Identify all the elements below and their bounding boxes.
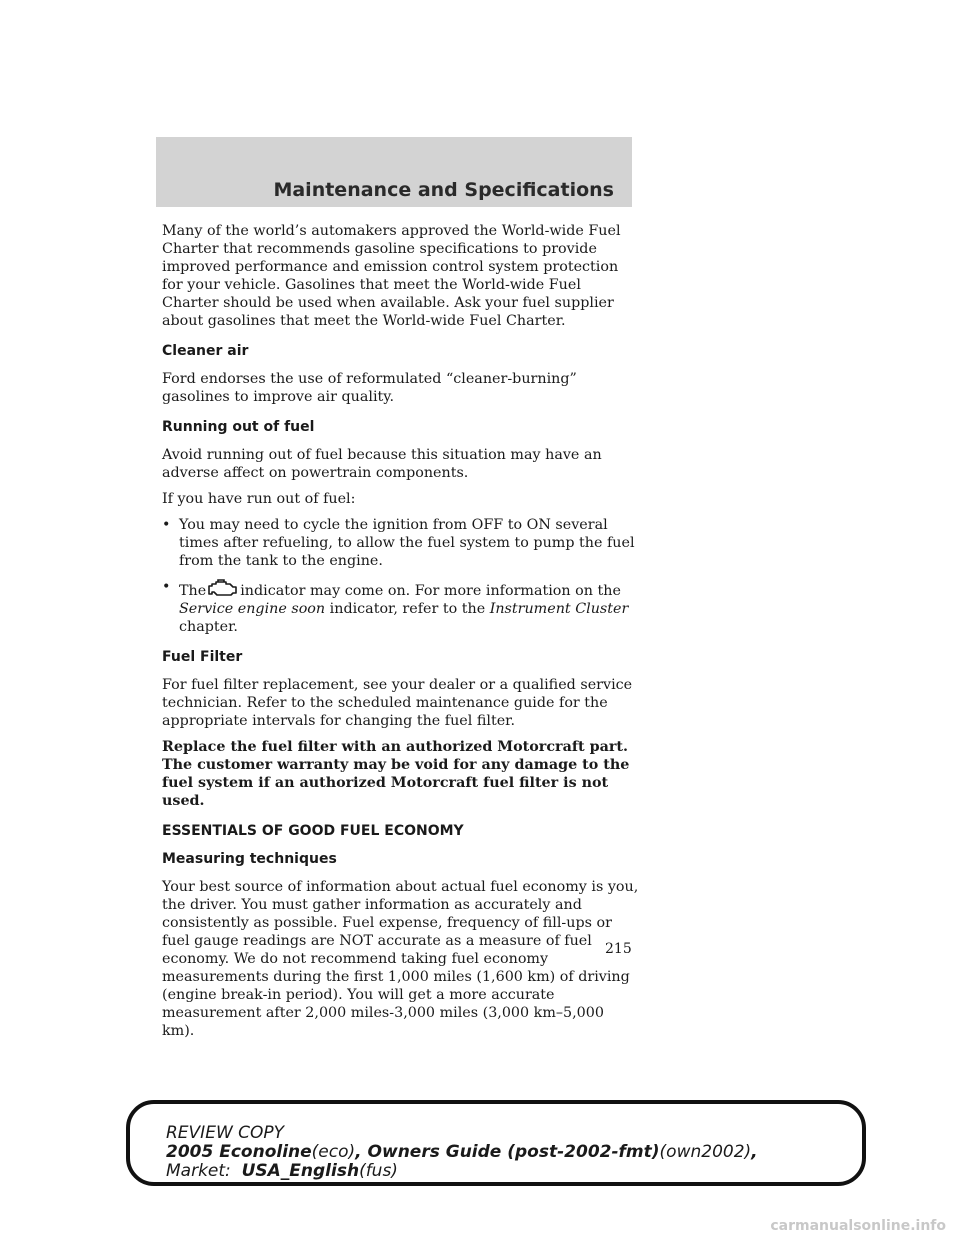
fuel-filter-paragraph: For fuel filter replacement, see your dealer or a qualified service technician. Refer to the scheduled maintenance guide for the appropriate intervals for changing the fuel filter. [162, 677, 633, 729]
fuel-filter-warning: Replace the fuel filter with an authorized Motorcraft part. The customer warranty may be void for any damage to the fuel system if an authorized Motorcraft fuel filter is not used. [162, 739, 630, 809]
footer-market-label: Market: [166, 1161, 231, 1181]
bullet-text-mid2: indicator, refer to the [329, 601, 486, 617]
bullet-italic-cluster: Instrument Cluster [489, 601, 629, 617]
watermark: carmanualsonline.info [770, 1218, 946, 1234]
heading-measuring: Measuring techniques [162, 851, 337, 867]
bullet-italic-service: Service engine soon [179, 601, 326, 617]
heading-cleaner-air: Cleaner air [162, 343, 249, 359]
heading-essentials: ESSENTIALS OF GOOD FUEL ECONOMY [162, 823, 464, 839]
footer-market: USA_English [241, 1161, 360, 1181]
footer-comma: , [751, 1142, 758, 1162]
bullet-icon: • [162, 579, 171, 595]
footer-model: 2005 Econoline [166, 1142, 312, 1162]
measuring-paragraph: Your best source of information about actual fuel economy is you, the driver. You must gather information as accurately and consistently as possible. Fuel expense, frequency of fill-ups or fuel gauge readings are NOT accurate as a measure of fuel economy. We do not recommend taking fuel economy measurements during the first 1,000 miles (1,600 km) of driving (engine break-in period). You will get a more accurate measurement after 2,000 miles-3,000 miles (3,000 km–5,000 km). [162, 879, 639, 1039]
review-copy-label: REVIEW COPY [166, 1123, 285, 1143]
footer-guide-code: (own2002) [659, 1142, 752, 1162]
bullet-icon: • [162, 517, 171, 533]
cleaner-air-paragraph: Ford endorses the use of reformulated “cleaner-burning” gasolines to improve air quality. [162, 371, 577, 405]
running-out-paragraph: Avoid running out of fuel because this situation may have an adverse affect on powertrain components. [162, 447, 602, 481]
bullet-text-end: chapter. [179, 619, 238, 635]
section-title: Maintenance and Specifications [273, 179, 614, 201]
footer-market-code: (fus) [359, 1161, 398, 1181]
list-item [162, 578, 640, 636]
bullet-text-pre: The [179, 583, 207, 599]
engine-icon [206, 578, 240, 598]
bullet-text-mid: indicator may come on. For more information on the [240, 583, 621, 599]
footer-guide: , Owners Guide (post-2002-fmt) [355, 1142, 660, 1162]
running-out-lead: If you have run out of fuel: [162, 491, 356, 507]
intro-paragraph: Many of the world’s automakers approved the World-wide Fuel Charter that recommends gasoline specifications to provide improved performance and emission control system protection for your vehicle. Gasolines that meet the World-wide Fuel Charter should be used when available. Ask your fuel supplier about gasolines that meet the World-wide Fuel Charter. [162, 223, 621, 329]
footer-model-code: (eco) [311, 1142, 356, 1162]
bullet-text: You may need to cycle the ignition from OFF to ON several times after refueling, to allow the fuel system to pump the fuel from the tank to the engine. [179, 517, 635, 569]
section-header-band [156, 137, 632, 207]
list-item [162, 516, 640, 570]
page-content [162, 222, 640, 1052]
heading-running-out: Running out of fuel [162, 419, 315, 435]
page-number: 215 [605, 941, 632, 957]
review-footer-text [166, 1124, 758, 1181]
heading-fuel-filter: Fuel Filter [162, 649, 243, 665]
